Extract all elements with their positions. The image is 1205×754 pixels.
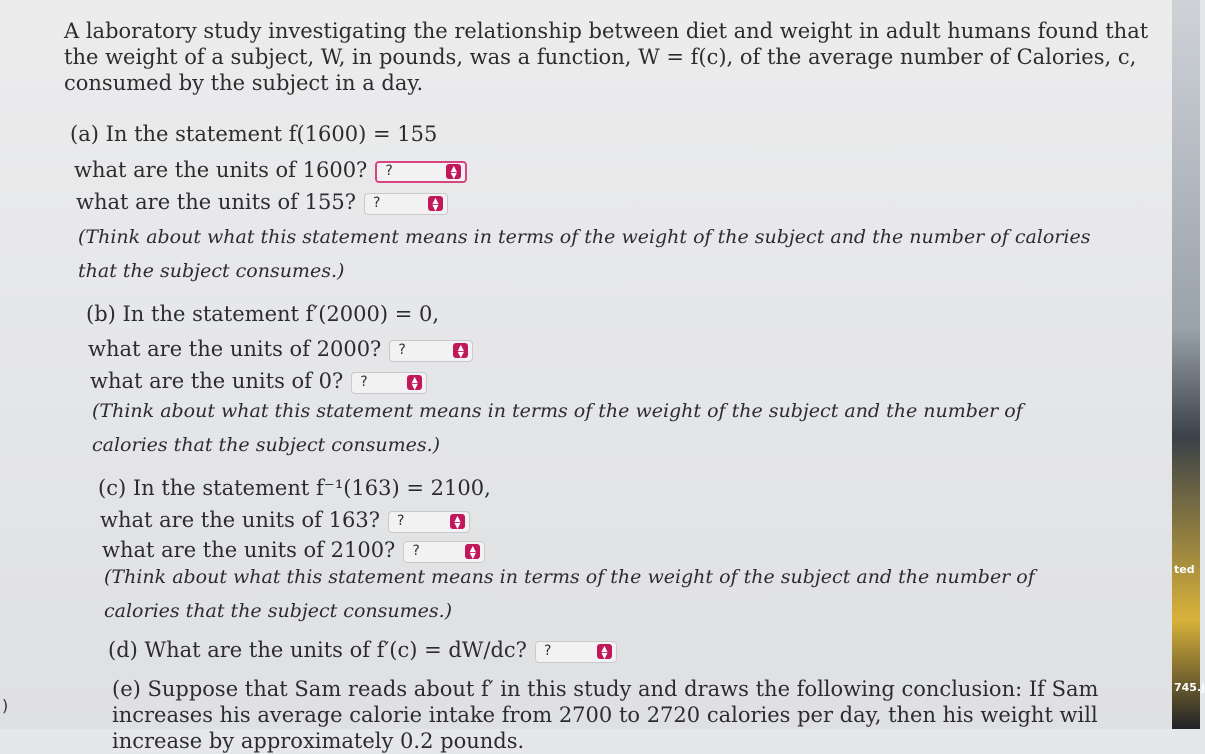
part-a-q2-label: what are the units of 155? <box>76 190 356 214</box>
part-d-question: (d) What are the units of f′(c) = dW/dc? <box>108 638 527 662</box>
part-c-hint: (Think about what this statement means in terms of the weight of the subject and the number of calories that the subject consumes.) <box>104 566 1035 622</box>
chevron-updown-icon: ▲ ▼ <box>428 196 443 211</box>
part-c-q1 <box>100 508 470 533</box>
part-a-q2 <box>76 190 448 215</box>
dropdown-value: ? <box>372 195 381 212</box>
edge-fragment-ted: ted <box>1174 563 1195 576</box>
problem-intro: A laboratory study investigating the relationship between diet and weight in adult humans found that the weight of a subject, W, in pounds, was a function, W = f(c), of the average number of Calories, c, consumed by the subject in a day. <box>64 19 1149 95</box>
chevron-updown-icon: ▲ ▼ <box>407 375 422 390</box>
chevron-updown-icon: ▲ ▼ <box>450 514 465 529</box>
part-a-q1-label: what are the units of 1600? <box>74 158 368 182</box>
part-a-q1 <box>74 158 467 183</box>
chevron-updown-icon: ▲ ▼ <box>446 164 461 179</box>
part-a-q1-dropdown[interactable] <box>375 161 467 183</box>
part-a-statement: (a) In the statement f(1600) = 155 <box>70 122 438 146</box>
dropdown-value: ? <box>360 374 368 391</box>
part-c-q1-dropdown[interactable] <box>388 511 470 533</box>
part-b-q2-dropdown[interactable] <box>351 372 427 394</box>
dropdown-value: ? <box>543 643 552 660</box>
part-d-q <box>108 638 617 663</box>
edge-fragment-745: 745.j <box>1174 681 1205 694</box>
part-c-statement: (c) In the statement f⁻¹(163) = 2100, <box>98 476 491 500</box>
dropdown-value: ? <box>412 543 420 560</box>
part-b-q1-label: what are the units of 2000? <box>88 337 382 361</box>
part-a-hint: (Think about what this statement means in terms of the weight of the subject and the number of calories that the subject consumes.) <box>78 226 1091 282</box>
part-c-q2-label: what are the units of 2100? <box>102 538 396 562</box>
part-a-q2-dropdown[interactable] <box>364 193 448 215</box>
background-window-strip <box>1172 0 1205 729</box>
part-b-q2 <box>90 369 427 394</box>
dropdown-value: ? <box>396 513 405 530</box>
part-b-statement: (b) In the statement f′(2000) = 0, <box>86 302 440 326</box>
part-b-q1 <box>88 337 473 362</box>
part-e-text: (e) Suppose that Sam reads about f′ in this study and draws the following conclusion: If Sam increases his average calorie intake from 2700 to 2720 calories per day, then his weight will increase by approximately 0.2 pounds. <box>112 677 1099 753</box>
dropdown-value: ? <box>385 163 393 180</box>
dropdown-value: ? <box>398 342 406 359</box>
part-c-q1-label: what are the units of 163? <box>100 508 380 532</box>
part-b-hint: (Think about what this statement means in terms of the weight of the subject and the number of calories that the subject consumes.) <box>92 400 1023 456</box>
chevron-updown-icon: ▲ ▼ <box>597 644 612 659</box>
chevron-updown-icon: ▲ ▼ <box>465 544 480 559</box>
part-d-dropdown[interactable] <box>535 641 617 663</box>
part-b-q2-label: what are the units of 0? <box>90 369 344 393</box>
chevron-updown-icon: ▲ ▼ <box>453 343 468 358</box>
edge-fragment-left: ) <box>2 696 9 715</box>
part-b-q1-dropdown[interactable] <box>389 340 473 362</box>
